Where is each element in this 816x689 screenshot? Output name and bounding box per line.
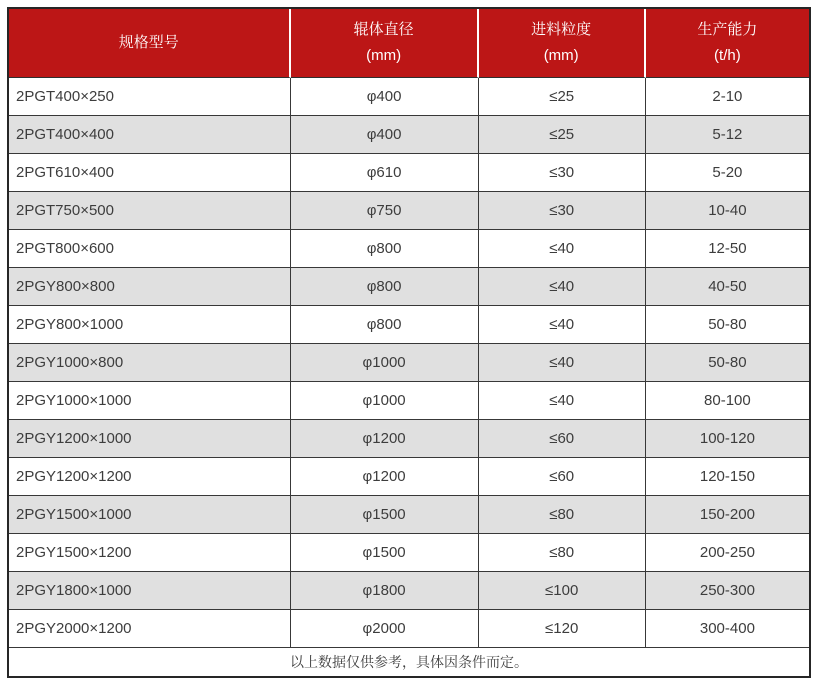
- spec-table-container: [7, 7, 811, 678]
- table-cell: φ1000: [291, 382, 479, 420]
- table-cell: ≤40: [479, 230, 646, 268]
- spec-table-footer: [9, 648, 809, 676]
- table-footer-note: 以上数据仅供参考，具体因条件而定。: [9, 648, 809, 676]
- table-cell: ≤25: [479, 78, 646, 116]
- table-cell: 40-50: [646, 268, 809, 306]
- table-cell: φ750: [291, 192, 479, 230]
- column-header-title: 辊体直径: [353, 21, 414, 38]
- column-header-title: 生产能力: [697, 21, 758, 38]
- table-cell: 120-150: [646, 458, 809, 496]
- table-cell: ≤30: [479, 154, 646, 192]
- spec-table-header: [9, 9, 809, 78]
- table-row: [9, 534, 809, 572]
- table-cell: φ1000: [291, 344, 479, 382]
- model-cell: 2PGT400×400: [9, 116, 291, 154]
- model-cell: 2PGY1500×1000: [9, 496, 291, 534]
- table-row: [9, 610, 809, 648]
- table-cell: φ800: [291, 268, 479, 306]
- table-cell: φ1500: [291, 496, 479, 534]
- header-row: [9, 9, 809, 78]
- table-cell: φ400: [291, 116, 479, 154]
- table-cell: 300-400: [646, 610, 809, 648]
- table-row: [9, 116, 809, 154]
- column-header-title: 规格型号: [118, 34, 179, 51]
- model-cell: 2PGY1200×1200: [9, 458, 291, 496]
- table-cell: ≤40: [479, 268, 646, 306]
- table-cell: 50-80: [646, 344, 809, 382]
- table-cell: 5-20: [646, 154, 809, 192]
- table-cell: 50-80: [646, 306, 809, 344]
- spec-table-body: [9, 78, 809, 648]
- table-cell: ≤100: [479, 572, 646, 610]
- model-cell: 2PGY2000×1200: [9, 610, 291, 648]
- table-row: [9, 306, 809, 344]
- column-header-model: [9, 9, 291, 78]
- model-cell: 2PGY1500×1200: [9, 534, 291, 572]
- table-cell: ≤60: [479, 420, 646, 458]
- table-row: [9, 268, 809, 306]
- table-cell: 200-250: [646, 534, 809, 572]
- table-cell: ≤40: [479, 382, 646, 420]
- column-header-feed-size: [479, 9, 646, 78]
- model-cell: 2PGY1000×800: [9, 344, 291, 382]
- footer-row: [9, 648, 809, 676]
- table-row: [9, 382, 809, 420]
- table-cell: φ800: [291, 306, 479, 344]
- table-row: [9, 344, 809, 382]
- table-cell: φ1500: [291, 534, 479, 572]
- table-cell: 80-100: [646, 382, 809, 420]
- table-cell: ≤30: [479, 192, 646, 230]
- table-cell: ≤80: [479, 534, 646, 572]
- model-cell: 2PGY1200×1000: [9, 420, 291, 458]
- table-cell: ≤120: [479, 610, 646, 648]
- table-cell: 5-12: [646, 116, 809, 154]
- table-cell: 250-300: [646, 572, 809, 610]
- model-cell: 2PGY1000×1000: [9, 382, 291, 420]
- model-cell: 2PGT800×600: [9, 230, 291, 268]
- model-cell: 2PGT400×250: [9, 78, 291, 116]
- model-cell: 2PGY800×1000: [9, 306, 291, 344]
- table-cell: φ400: [291, 78, 479, 116]
- table-row: [9, 154, 809, 192]
- table-cell: ≤40: [479, 344, 646, 382]
- table-row: [9, 496, 809, 534]
- model-cell: 2PGY1800×1000: [9, 572, 291, 610]
- table-cell: 12-50: [646, 230, 809, 268]
- spec-table: [9, 9, 809, 676]
- column-header-unit: (t/h): [714, 47, 741, 64]
- table-cell: ≤60: [479, 458, 646, 496]
- column-header-unit: (mm): [543, 47, 579, 64]
- table-row: [9, 78, 809, 116]
- column-header-title: 进料粒度: [531, 21, 592, 38]
- table-cell: 2-10: [646, 78, 809, 116]
- model-cell: 2PGT750×500: [9, 192, 291, 230]
- table-cell: φ1200: [291, 420, 479, 458]
- model-cell: 2PGY800×800: [9, 268, 291, 306]
- table-cell: 150-200: [646, 496, 809, 534]
- table-row: [9, 230, 809, 268]
- table-cell: φ2000: [291, 610, 479, 648]
- table-cell: ≤80: [479, 496, 646, 534]
- table-cell: φ800: [291, 230, 479, 268]
- model-cell: 2PGT610×400: [9, 154, 291, 192]
- column-header-unit: (mm): [366, 47, 402, 64]
- table-cell: 100-120: [646, 420, 809, 458]
- column-header-capacity: [646, 9, 809, 78]
- table-row: [9, 420, 809, 458]
- table-cell: φ1800: [291, 572, 479, 610]
- table-cell: ≤25: [479, 116, 646, 154]
- column-header-roller-diameter: [291, 9, 479, 78]
- table-row: [9, 458, 809, 496]
- table-cell: 10-40: [646, 192, 809, 230]
- table-cell: φ610: [291, 154, 479, 192]
- table-cell: φ1200: [291, 458, 479, 496]
- table-row: [9, 572, 809, 610]
- table-cell: ≤40: [479, 306, 646, 344]
- table-row: [9, 192, 809, 230]
